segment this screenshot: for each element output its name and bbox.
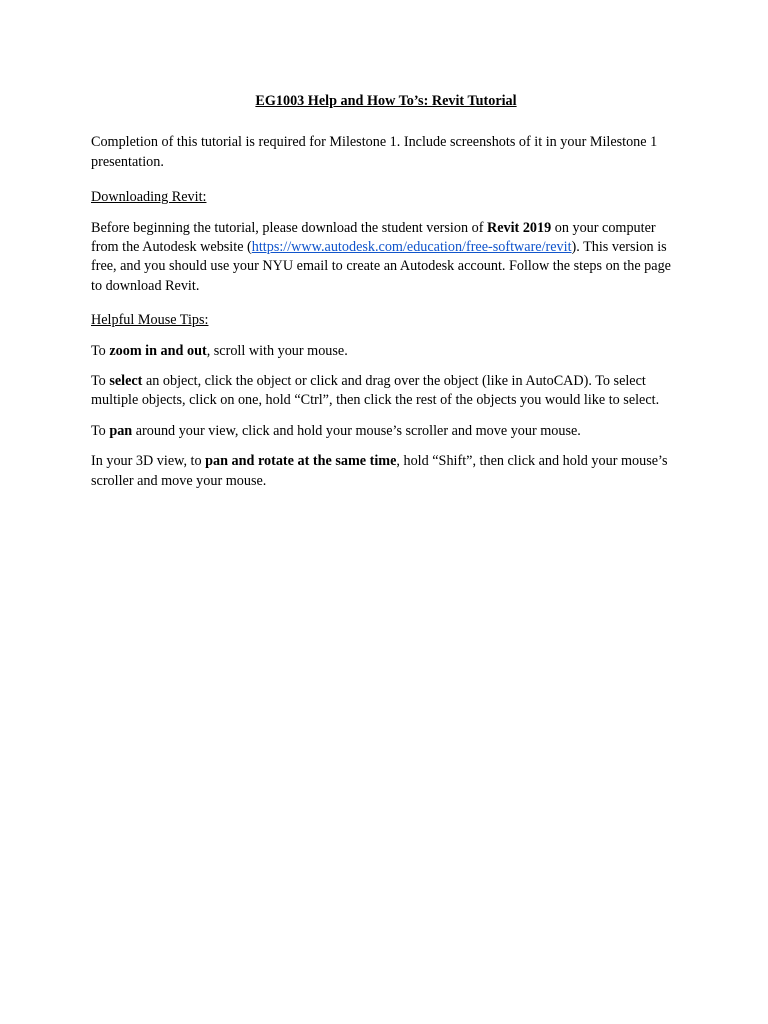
select-tip-bold: select: [109, 373, 143, 390]
pan-tip-pre: To: [91, 422, 110, 439]
downloading-heading: Downloading Revit:: [91, 189, 207, 206]
autodesk-link[interactable]: https://www.autodesk.com/education/free-software/revit: [251, 239, 572, 256]
rotate-tip-pre: In your 3D view, to: [91, 453, 206, 470]
download-paragraph: [91, 219, 681, 297]
pan-tip-post: around your view, click and hold your mouse’s scroller and move your mouse.: [132, 422, 581, 439]
download-text-a: Before beginning the tutorial, please download the student version of: [91, 219, 487, 236]
revit-version: Revit 2019: [486, 219, 552, 236]
mouse-tips-heading: Helpful Mouse Tips:: [91, 312, 209, 329]
select-tip-post: an object, click the object or click and drag over the object (like in AutoCAD). To select multiple objects, click on one, hold “Ctrl”, then click the rest of the objects you would like to select.: [91, 373, 660, 409]
zoom-tip-pre: To: [91, 342, 110, 359]
pan-tip: [91, 422, 681, 441]
zoom-tip: [91, 342, 681, 361]
document-page: [91, 92, 681, 502]
rotate-tip: [91, 452, 681, 491]
pan-tip-bold: pan: [109, 422, 133, 439]
rotate-tip-post: , hold “Shift”, then click and hold your mouse’s scroller and move your mouse.: [91, 453, 668, 489]
zoom-tip-bold: zoom in and out: [109, 342, 207, 359]
select-tip-pre: To: [91, 373, 110, 390]
intro-paragraph: Completion of this tutorial is required for Milestone 1. Include screenshots of it in your Milestone 1 presentation.: [91, 134, 658, 170]
download-text-c: ). This version is free, and you should use your NYU email to create an Autodesk account. Follow the steps on the page to download Revit.: [91, 239, 671, 294]
select-tip: [91, 372, 681, 411]
document-title: EG1003 Help and How To’s: Revit Tutorial: [255, 93, 517, 109]
rotate-tip-bold: pan and rotate at the same time: [205, 453, 397, 470]
download-text-b: on your computer from the Autodesk website (: [91, 219, 656, 256]
zoom-tip-post: , scroll with your mouse.: [206, 342, 348, 359]
